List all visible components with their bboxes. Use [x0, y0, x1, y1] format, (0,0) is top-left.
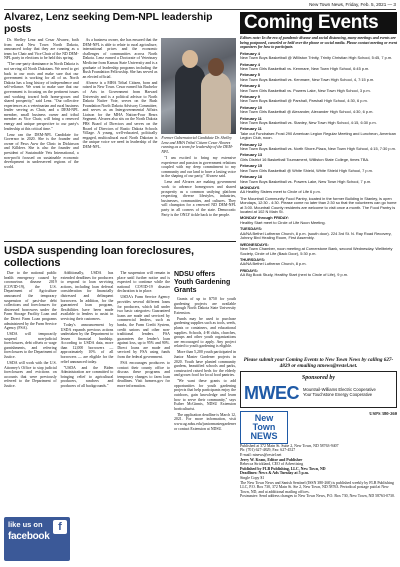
pub-line: Single Copy $1	[240, 475, 265, 480]
list-item	[240, 216, 397, 225]
facebook-like-text: like us on	[8, 520, 43, 529]
event-date: February 15	[240, 163, 263, 169]
story2-para: Due to the national public health emergency caused by coronavirus disease 2019 (COVID-19), the U.S. Department of Agriculture announced the temporary suspension of past-due debt collections and foreclosures for distressed borrowers under the Farm Storage Facility Loan and the Direct Farm Loan programs administered by the Farm Service Agency (FSA).	[4, 271, 57, 331]
pub-line: Ph: (701) 627-4829, Fax: 627-4527	[240, 448, 296, 453]
list-item	[240, 63, 397, 72]
list-item	[240, 258, 397, 267]
list-item	[240, 269, 397, 278]
story2-para: Today's announcement by USDA expands previous actions undertaken by the Department to lessen financial hardship. According to USDA data, more than 12,000 borrowers — approximately 10% of all borrowers — are eligible for the relief announced today.	[60, 322, 114, 364]
divider	[4, 241, 236, 242]
event-text: AA/NA Bethel Lutheran Church, 8 p.m.	[240, 261, 307, 267]
sponsor-name: Mountrail-Williams Electric Cooperative	[303, 387, 376, 393]
pub-line: Rebecca Strickland, CEO of Advertising	[240, 462, 304, 467]
story2-para: USDA's Farm Service Agency provides several different loans for producers, which fall under two basic categories: Guaranteed loans are made and serviced by commercial lenders, such as banks, the Farm Credit System, credit unions and other non-traditional lenders. FSA guarantees the lender's loan against loss, up to 95% and 90%. Direct loans are made and serviced by FSA using funds from the federal government.	[117, 295, 170, 360]
story1-para: Alvarez is a MHA Tribal Citizen, born and raised in New Town. Cesar earned his Bachelor of Arts in Government from Harvard University and is a political advisor to North Dakota Native Vote, serves on the Bush Foundation North Dakota Advisory Committee, and serves as an Intergovernmental Affairs Liaison for the MHA Nation-Four Bears Segment. Alvarez also sits on the North Dakota PBS Board of Directors and serves on the Board of Directors of Rustic Dakota Schools Village. A young, well-educated, politically engaged, multicultural rural North Dakotan is the unique voice we need in leadership of the DEM-NPL.	[82, 80, 158, 150]
story1-para: "I am excited to bring my extensive experience and passion in government relations coupled with my deep commitment to my community and our land to have a lasting voice in the shaping of our party," Alvarez said.	[161, 156, 237, 179]
coming-events-title: Coming Events	[240, 12, 397, 34]
story1-headline: Alvarez, Lenz seeking Dem-NPL leadership posts	[4, 12, 213, 35]
ndsu-para: The application deadline is March 12, 2021. For more information, visit www.ag.ndsu.edu/juniormastergardener or contact Extension at NDSU.	[173, 412, 236, 431]
ndsu-para: Funds may be used to purchase gardening supplies such as tools, seeds, plants or containers, and educational supplies. Schools, 4-H clubs, churches, groups and other youth organizations are encouraged to apply. Any project related to youth gardening is eligible.	[173, 316, 236, 349]
story-alvarez-lenz	[4, 12, 236, 238]
event-date: February 10	[240, 104, 263, 110]
event-date: TUESDAYS:	[240, 226, 263, 232]
event-date: MONDAYS	[240, 184, 260, 190]
ndsu-para: Grants of up to $750 for youth gardening projects are available through North Dakota State University Extension.	[173, 297, 236, 315]
logo-line2: NEWS	[250, 430, 278, 441]
event-date: FRIDAYS:	[240, 267, 259, 273]
photo-caption: Former Gubernatorial Candidate Dr. Shelley Lenz and MHA Tribal Citizen Cesar Alvarez running as a team for leadership of the DEM-NPL.	[161, 136, 233, 154]
list-item	[240, 197, 397, 215]
sponsor-box	[240, 371, 397, 408]
logo-line1: New Town	[252, 412, 276, 432]
list-item	[240, 117, 397, 126]
lenz-alvarez-photo	[161, 38, 236, 134]
facebook-icon: f	[53, 520, 67, 534]
ndsu-headline: NDSU offers Youth Gardening Grants	[173, 271, 231, 294]
publication-info	[240, 444, 397, 499]
event-text: Girls District 16 Basketball Tournament, Williston State College, times TBA.	[240, 156, 370, 162]
pub-line: Postmaster: Send address changes to New Town News, P.O. Box 730, New Town, ND 58763-0730.	[240, 494, 395, 499]
event-list	[240, 52, 397, 356]
pub-line: Published by FLB Publishing, LLC, New Town, ND	[240, 466, 326, 471]
event-text: Take out Fundraiser-Frost 290 American Legion Regular Meeting and Luncheon, American Legion Club, noon.	[240, 130, 396, 141]
story1-col3	[161, 38, 236, 219]
pub-line: Published at 372 Main St. Suite 2, New Town, ND 58763-9407	[240, 443, 339, 448]
editors-note: Editors note: In the era of pandemic disease and social distancing, many meetings and events are being postponed, canceled or held over the phone or social media. Please contact meeting or event organizers for how to participate.	[240, 36, 398, 50]
story-usda	[4, 245, 236, 445]
event-date: THURSDAYS:	[240, 256, 266, 262]
list-item	[240, 52, 397, 61]
pub-line[interactable]: E-mail: ntnews@restel.net	[240, 452, 282, 457]
event-text: New Town Girls Basketball @ White Shield, White Shield High School, 7 p.m.	[240, 167, 373, 173]
left-column	[4, 12, 236, 565]
story2-para: "USDA and the Biden Administration are committed to bringing relief to agricultural producers, ranchers and producers of all backgrounds."	[60, 365, 114, 389]
list-item	[240, 227, 397, 241]
event-text: AA Healthy Sisters meet to Circle of Life 6 p.m.	[240, 189, 321, 195]
event-text: New Town Boys Basketball @ Parshall, Parshall High School, 4:30, 6 p.m.	[240, 98, 368, 104]
list-item	[240, 143, 397, 152]
event-text: New Town Girls Basketball vs. Powers Lake, New Town High School, 3 p.m.	[240, 87, 371, 93]
ndsu-para: More than 5,200 youth participated in Junior Master Gardener projects in 2020. Youth have planted community gardens, beautified schools and parks, constructed raised beds for the elderly and grown food for local food pantries.	[173, 350, 236, 378]
list-item	[240, 73, 397, 82]
story2-col2	[61, 271, 114, 433]
event-text: New Town Boys Basketball vs. Kenmare, New Town High School, 4, 7:15 p.m.	[240, 76, 375, 82]
list-item	[240, 164, 397, 173]
list-item	[240, 243, 397, 257]
event-text: Healthy Start meet to Circle of Life Noon Meeting.	[240, 219, 326, 225]
story1-col2	[83, 38, 158, 219]
story2-para: The suspension will remain in place until further notice and is expected to continue while the national COVID-19 disaster declaration is in place.	[117, 271, 170, 294]
coming-events-column	[240, 12, 397, 565]
pub-line: The New Town News and Sanish Sentinel (ISSN 380-260) is published weekly by FLB Publishing LLC, P.O. Box 730, 372 Main St. Ste 2, New Town, ND 58763. Periodical postage paid at New Town, ND, and at additional mailing offices.	[240, 480, 394, 494]
event-text: New Town Boys Basketball vs. Stanley, New Town High School, 4:15, 6:30 p.m.	[240, 120, 377, 126]
event-date: February 9	[240, 93, 260, 99]
story2-headline: USDA suspending loan foreclosures, collections	[4, 245, 194, 269]
story1-para: Dr. Shelley Lenz and Cesar Alvarez, both from rural New Town North Dakota, announced today that they are running as a team for Chair and Vice Chair of the ND DEM-NPL party in elections to be held this spring.	[4, 38, 79, 61]
story2-col3	[117, 271, 170, 433]
submit-events-notice: Please submit your Coming Events to New Town News by calling 627-4829 or emailing ntnews@restel.net.	[243, 356, 394, 369]
story1-para: "The one-party dominance in North Dakota is not serving all North Dakotans. We need to get back to our roots and make sure that our government is working for all of us. North Dakota has a long history of independence and self-reliance. We want to make sure that our government is focusing on the pertinent issues and working toward both home-grown and shared prosperity," said Lenz. "Our collective experiences as a veterinarian and rural business leader serving as Chair, and a DEM-NPL member, small business owner and tribal member as Vice Chair, will bring a renewed energy and unique perspective to our party's leadership at this critical time."	[4, 62, 79, 131]
event-date: February 8	[240, 83, 260, 89]
event-date: February 11	[240, 115, 262, 121]
event-date: February 12	[240, 141, 263, 147]
story1-col1	[4, 38, 79, 219]
story1-para: Lenz ran the DEM-NPL Candidate for Governor in 2020. She is the founder and owner of Paws Aww the Clinic in Dickinson and Killdeer. She is also the founder and president of Sustainable Vets International, a non-profit focused on sustainable economic development in underserved regions of the world.	[4, 132, 79, 169]
story1-para: Lenz and Alvarez are making government work to advance homegrown and shared prosperity as a common unifying platform respecting diverse lifestyles, industries, businesses, communities, and cultures. They will champion for a renewed ND DEM-NPL party in all corners of the state. Democratic Party is the ONLY tickle back to the people.	[161, 180, 237, 217]
usps-number: USPS 380-260	[369, 410, 397, 416]
event-text: New Town Chamber, noon meeting at Cornerstone Bank, second Wednesday. Wellbriety Society, Circle of Life (Back Door), 5:30 p.m.	[240, 246, 393, 256]
list-item	[240, 175, 397, 184]
event-text: New Town Girls Basketball @ Alexander, Alexander High School, 4:30, 6 p.m.	[240, 109, 374, 115]
event-text: The Mountrail Community Food Pantry, located in the former Building in Stanley, is open Mondays, 12:30 - 4:30. Please come no later than 2:30 so that the volunteers can go home at 3:00. Mountrail County residents are welcome to visit once a month. The Food Pantry is located at 102 N Main St.	[240, 195, 397, 215]
list-item	[240, 153, 397, 162]
story2-para: USDA will work with the U.S. Attorney's Office to stop judicial foreclosures and evictions on accounts that were previously referred to the Department of Justice.	[4, 361, 57, 389]
event-text: New Town Boys Basketball vs. North Shore-Plaza, New Town High School, 4:15, 7:30 p.m.	[240, 146, 396, 152]
story2-col1	[4, 271, 57, 433]
event-text: New Town Boys Basketball @ Williston Trinity, Trinity Christian High School, 5:45, 7 p.m.	[240, 55, 393, 61]
story1-para: As a business owner, she has ensured that the DEM-NPL is able to relate to rural agriculture, international prices and the economic challenges of communities across North Dakota. Lenz earned a Doctorate of Veterinary Medicine from Kansas State University and is a graduate of leadership programs including the Bush Foundation Fellowship. She has served as an elected official.	[82, 38, 158, 79]
story2-para: Additionally, USDA has extended deadlines for producers to respond to loan servicing actions, including loan deferral consideration for financially distressed and delinquent borrowers. In addition, for the guaranteed loan program, flexibilities have been made available to lenders to assist in servicing their customers.	[60, 271, 114, 321]
event-date: February 13	[240, 152, 263, 158]
story2-para: FSA encourages producers to contact their county office to discuss these programs and temporary changes to farm loan deadlines. Visit farmers.gov for more information.	[117, 361, 170, 389]
facebook-wordmark: facebook	[8, 531, 50, 542]
pub-line: Jerry W. Kram, Editor and Publisher	[240, 457, 303, 462]
ndsu-para: "We want these grants to add opportunities for youth gardening projects that help participants enjoy the outdoors, gain knowledge and learn how to serve their community," says Esther McGinnis, NDSU Extension horticulturist.	[173, 379, 236, 411]
event-date: February 4	[240, 50, 260, 56]
masthead	[240, 411, 397, 444]
list-item	[240, 95, 397, 104]
newspaper-logo	[240, 411, 288, 444]
event-date: February 5	[240, 72, 260, 78]
pub-line: Deadlines: News & Ads Tuesday at 5 p.m.	[240, 471, 309, 476]
mwec-logo: MWEC	[244, 382, 299, 403]
running-head: New Town News, Friday, Feb. 5, 2021 — 3	[4, 2, 396, 10]
list-item	[240, 106, 397, 115]
event-date: MONDAY through FRIDAY:	[240, 215, 289, 221]
story2-para: USDA will temporarily suspend non-judicial foreclosures, debt offsets or wage garnishments, and referring foreclosures to the Department of Justice.	[4, 332, 57, 360]
event-text: AA Big Book Study, Healthy Start (next to Circle of Life), 9 p.m.	[240, 272, 349, 278]
event-date: February 11	[240, 126, 262, 132]
list-item	[240, 127, 397, 141]
event-date: WEDNESDAYS:	[240, 241, 269, 247]
sponsor-tagline: Your Touchstone Energy Cooperative	[303, 392, 373, 398]
sponsored-by-label: Sponsored by	[301, 374, 336, 381]
list-item	[240, 84, 397, 93]
event-text: AA/NA Bethel Lutheran Church, 8 p.m. (south door). 224 3rd St. N. Ray Road Recovery, Johnny Bird Healing Room, First Assembly.	[240, 230, 392, 241]
facebook-like-badge[interactable]	[4, 517, 70, 561]
event-text: New Town Girls Basketball vs. Kenmare, New Town High School, 6:45 p.m.	[240, 66, 370, 72]
event-date: February 4	[240, 61, 260, 67]
list-item	[240, 186, 397, 195]
story-ndsu	[174, 271, 236, 433]
event-date: February 18	[240, 174, 263, 180]
event-text: New Town Boys Basketball vs. Powers Lake, New Town High School, 7 p.m.	[240, 178, 372, 184]
